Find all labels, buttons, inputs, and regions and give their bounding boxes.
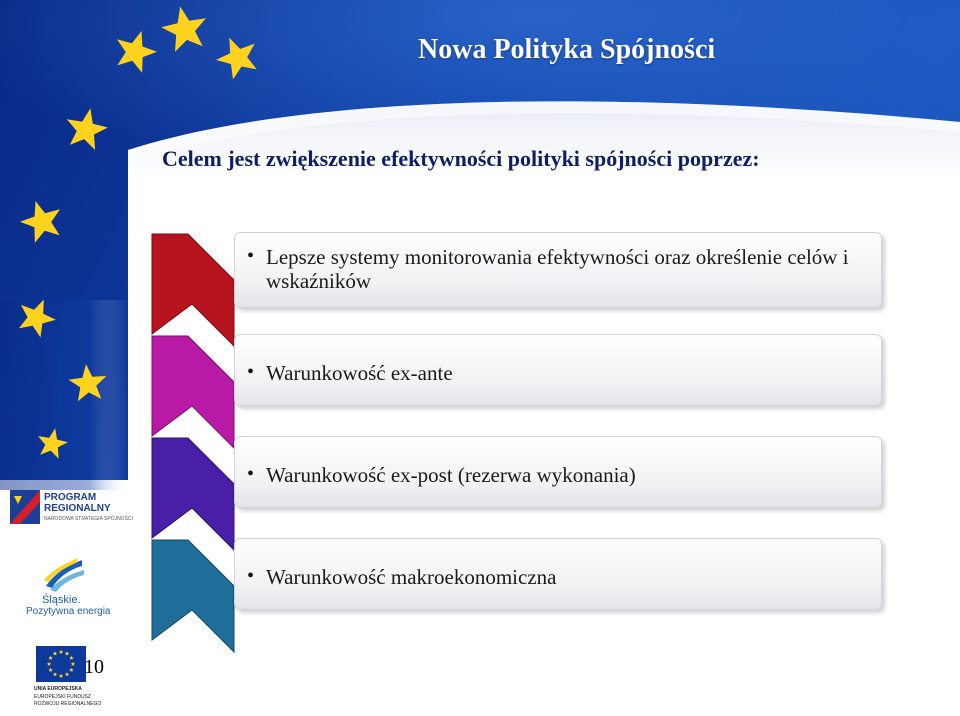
- slide-subtitle: Celem jest zwiększenie efektywności polityki spójności poprzez:: [162, 146, 760, 171]
- list-item-box: [234, 334, 882, 406]
- bullet-icon: •: [247, 565, 255, 587]
- bullet-icon: •: [247, 361, 255, 383]
- chevron-down-icon: [148, 536, 238, 654]
- eu-flag-icon: [36, 646, 86, 682]
- list-item-box: [234, 436, 882, 508]
- slaskie-emblem-icon: [42, 556, 86, 592]
- list-item-text: Warunkowość makroekonomiczna: [266, 565, 557, 589]
- program-regionalny-emblem-icon: [10, 490, 40, 524]
- list-item-text: Lepsze systemy monitorowania efektywności oraz określenie celów i wskaźników: [266, 245, 849, 293]
- list-item: [148, 230, 890, 348]
- bullet-icon: •: [247, 245, 255, 267]
- list-item-text: Warunkowość ex-ante: [266, 361, 453, 385]
- list-item-text: Warunkowość ex-post (rezerwa wykonania): [266, 463, 636, 487]
- list-item: [148, 536, 890, 654]
- list-item: [148, 434, 890, 552]
- list-item-box: [234, 232, 882, 308]
- slide-title: Nowa Polityka Spójności: [418, 34, 716, 65]
- chevron-down-icon: [148, 434, 238, 552]
- list-item: [148, 332, 890, 450]
- bullet-icon: •: [247, 463, 255, 485]
- chevron-down-icon: [148, 332, 238, 450]
- eu-logo: UNIA EUROPEJSKA EUROPEJSKI FUNDUSZ ROZWOJU REGIONALNEGO: [30, 640, 110, 712]
- chevron-down-icon: [148, 230, 238, 348]
- page-number: 10: [84, 656, 104, 678]
- list-item-box: [234, 538, 882, 610]
- program-regionalny-logo: PROGRAM REGIONALNY NARODOWA STRATEGIA SPÓJNOŚCI: [8, 488, 126, 528]
- slaskie-logo: Śląskie. Pozytywna energia: [20, 556, 120, 620]
